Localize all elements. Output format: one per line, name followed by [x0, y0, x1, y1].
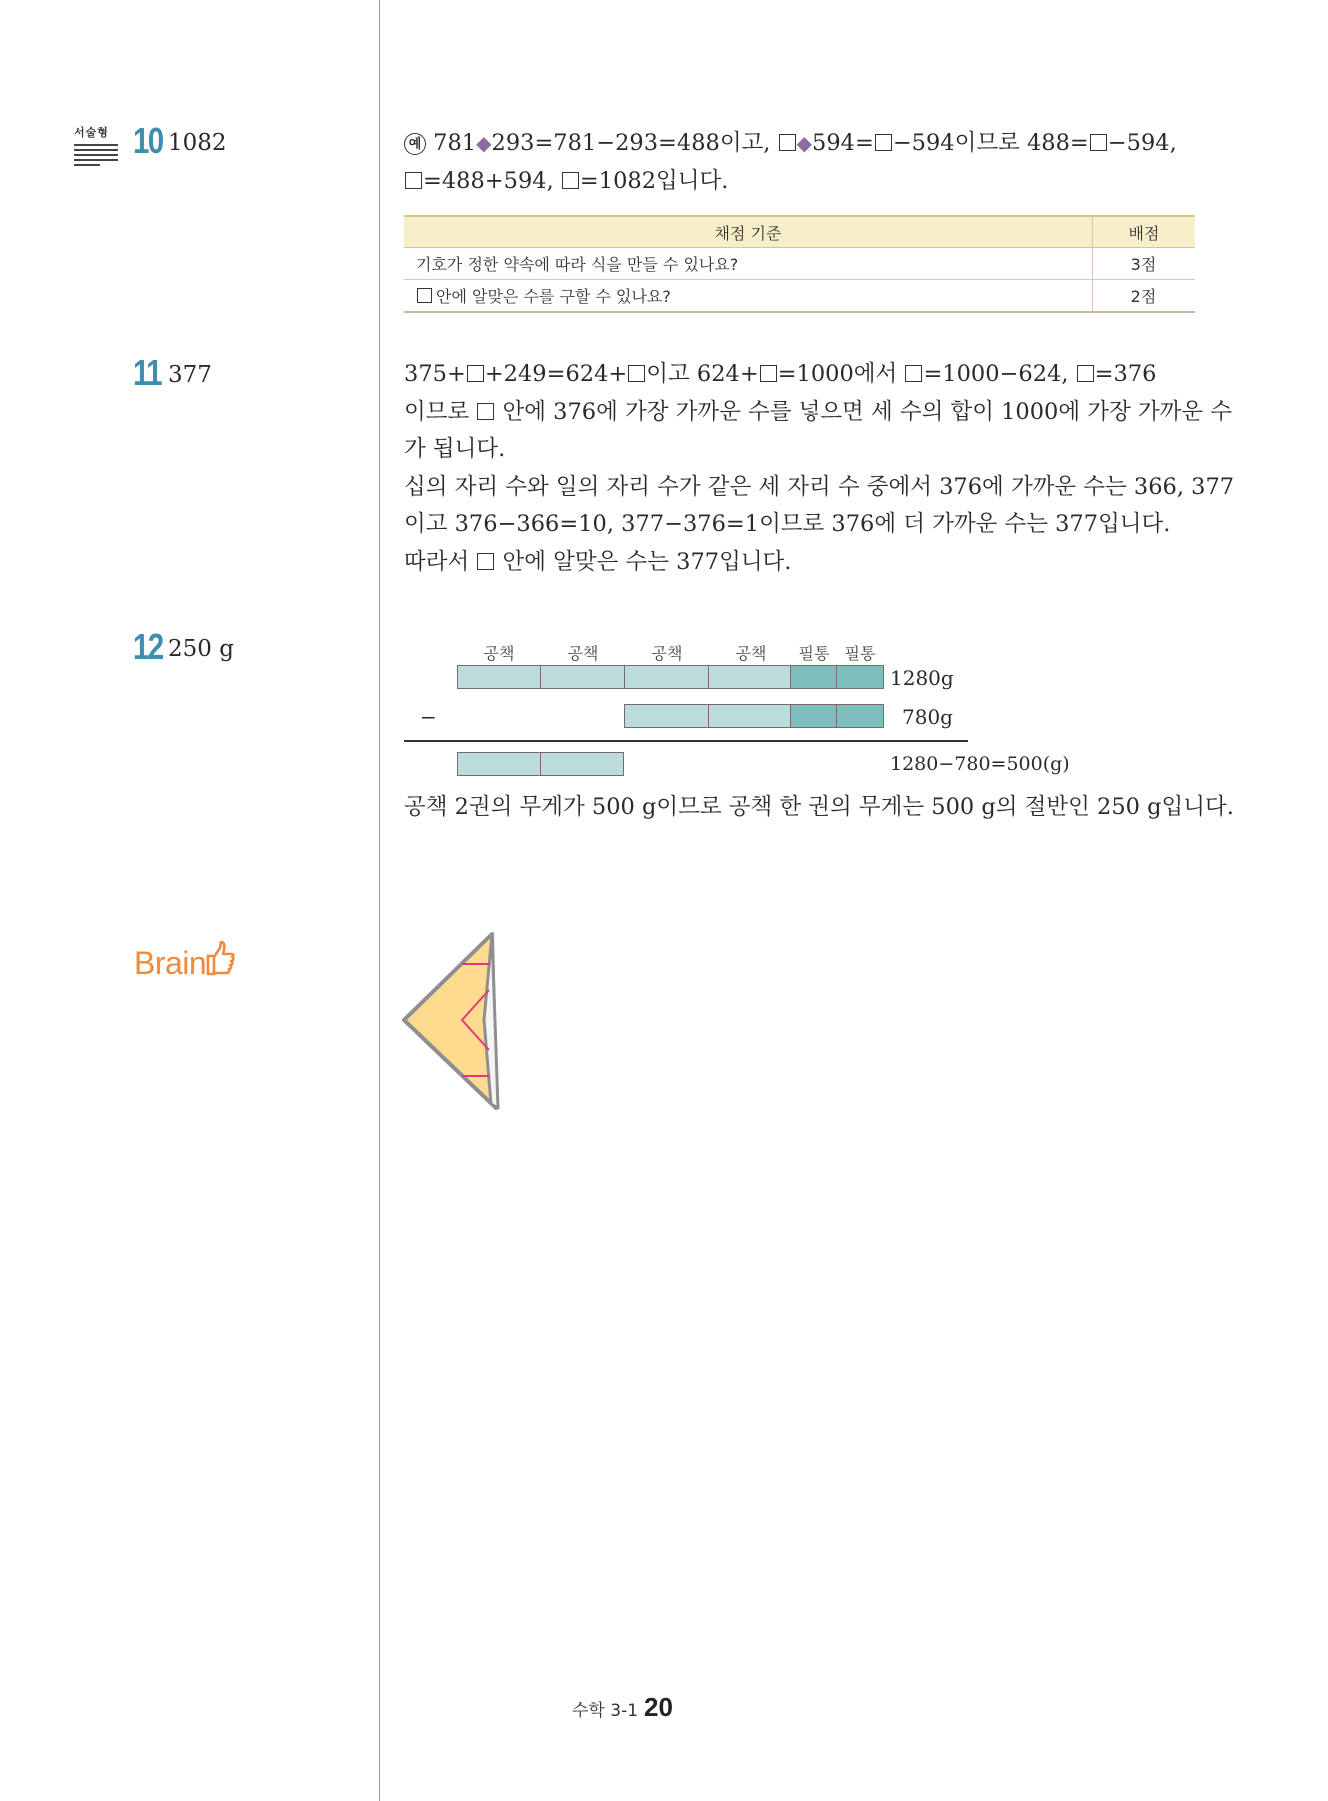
bar-label-notebook: 공책 [651, 644, 683, 663]
page-footer [572, 1692, 673, 1723]
grading-header-row [404, 216, 1195, 248]
pencil-case-segment [836, 704, 884, 728]
blank-box-icon [467, 365, 484, 382]
notebook-segment [457, 752, 542, 776]
answer-11: 377 [168, 362, 212, 388]
notebook-segment [624, 704, 710, 728]
bar-label-notebook: 공책 [567, 644, 599, 663]
subtraction-line [404, 740, 968, 742]
blank-box-icon [417, 288, 432, 303]
blank-box-icon [1090, 134, 1107, 151]
subtraction-result: 1280−780=500(g) [890, 753, 1070, 775]
blank-box-icon [562, 172, 579, 189]
blank-box-icon [760, 365, 777, 382]
top-bar-total: 1280g [890, 666, 954, 690]
pencil-case-segment [790, 665, 838, 689]
grading-score: 2점 [1093, 280, 1196, 313]
solution-12: 공책 2권의 무게가 500 g이므로 공책 한 권의 무게는 500 g의 절반인 250 g입니다. [404, 794, 1234, 820]
notebook-segment [708, 704, 792, 728]
grading-criteria: 기호가 정한 약속에 따라 식을 만들 수 있나요? [404, 248, 1093, 280]
grading-header-criteria: 채점 기준 [404, 216, 1093, 248]
answer-10: 1082 [168, 130, 227, 156]
footer-subject: 수학 3-1 [572, 1701, 639, 1721]
solution-10: 예 781◆293=781−293=488이고, ◆594= −594이므로 488= −594, =488+594, =1082입니다. [404, 125, 1196, 200]
notebook-segment [708, 665, 792, 689]
blank-box-icon [875, 134, 892, 151]
blank-box-icon [477, 403, 494, 420]
question-number-10: 10 [133, 120, 163, 161]
notebook-segment [457, 665, 542, 689]
pencil-case-segment [836, 665, 884, 689]
grading-header-score: 배점 [1093, 216, 1196, 248]
question-number-11: 11 [133, 352, 161, 393]
bar-label-notebook: 공책 [735, 644, 767, 663]
notebook-segment [540, 665, 626, 689]
grading-criteria-cell [404, 280, 1093, 313]
blank-box-icon [405, 172, 422, 189]
minus-sign: − [420, 705, 437, 729]
grading-table [404, 215, 1195, 313]
diamond-icon: ◆ [476, 131, 492, 155]
notebook-segment [540, 752, 624, 776]
folded-paper-figure [400, 928, 510, 1114]
descriptive-tag [74, 124, 118, 166]
pencil-case-segment [790, 704, 838, 728]
thumbs-up-icon [206, 940, 236, 978]
brain-logo-text: Brain [134, 945, 207, 981]
bar-label-pencil-case: 필통 [798, 644, 830, 663]
table-row [404, 280, 1195, 313]
blank-box-icon [628, 365, 645, 382]
diamond-icon: ◆ [796, 131, 813, 155]
example-mark: 예 [404, 133, 426, 155]
page-divider [379, 0, 380, 1801]
bar-label-pencil-case: 필통 [844, 644, 876, 663]
table-row [404, 248, 1195, 280]
grading-criteria: 안에 알맞은 수를 구할 수 있나요? [436, 287, 671, 306]
bar-label-notebook: 공책 [483, 644, 515, 663]
brain-logo [134, 940, 236, 982]
blank-box-icon [905, 365, 922, 382]
page-number: 20 [644, 1692, 673, 1722]
middle-bar-total: 780g [902, 705, 953, 729]
answer-12: 250 g [168, 636, 234, 662]
descriptive-tag-label: 서술형 [74, 126, 109, 139]
blank-box-icon [779, 134, 796, 151]
solution-11: 375+ +249=624+ 이고 624+ =1000에서 =1000−624, =376 이므로 안에 376에 가장 가까운 수를 넣으면 세 수의 합이 1000에 가장 가까운 수 가 됩니다. 십의 자리 수와 일의 자리 수가 같은 세 자리 수 중에서 376에 가까운 수는 366, 377 이고 376−366=10, 377−376=1이므로 376에 더 가까운 수는 377입니다. 따라서 안에 알맞은 수는 377입니다. [404, 361, 1235, 575]
blank-box-icon [477, 553, 494, 570]
grading-score: 3점 [1093, 248, 1196, 280]
question-number-12: 12 [133, 626, 163, 667]
blank-box-icon [1077, 365, 1094, 382]
notebook-segment [624, 665, 710, 689]
